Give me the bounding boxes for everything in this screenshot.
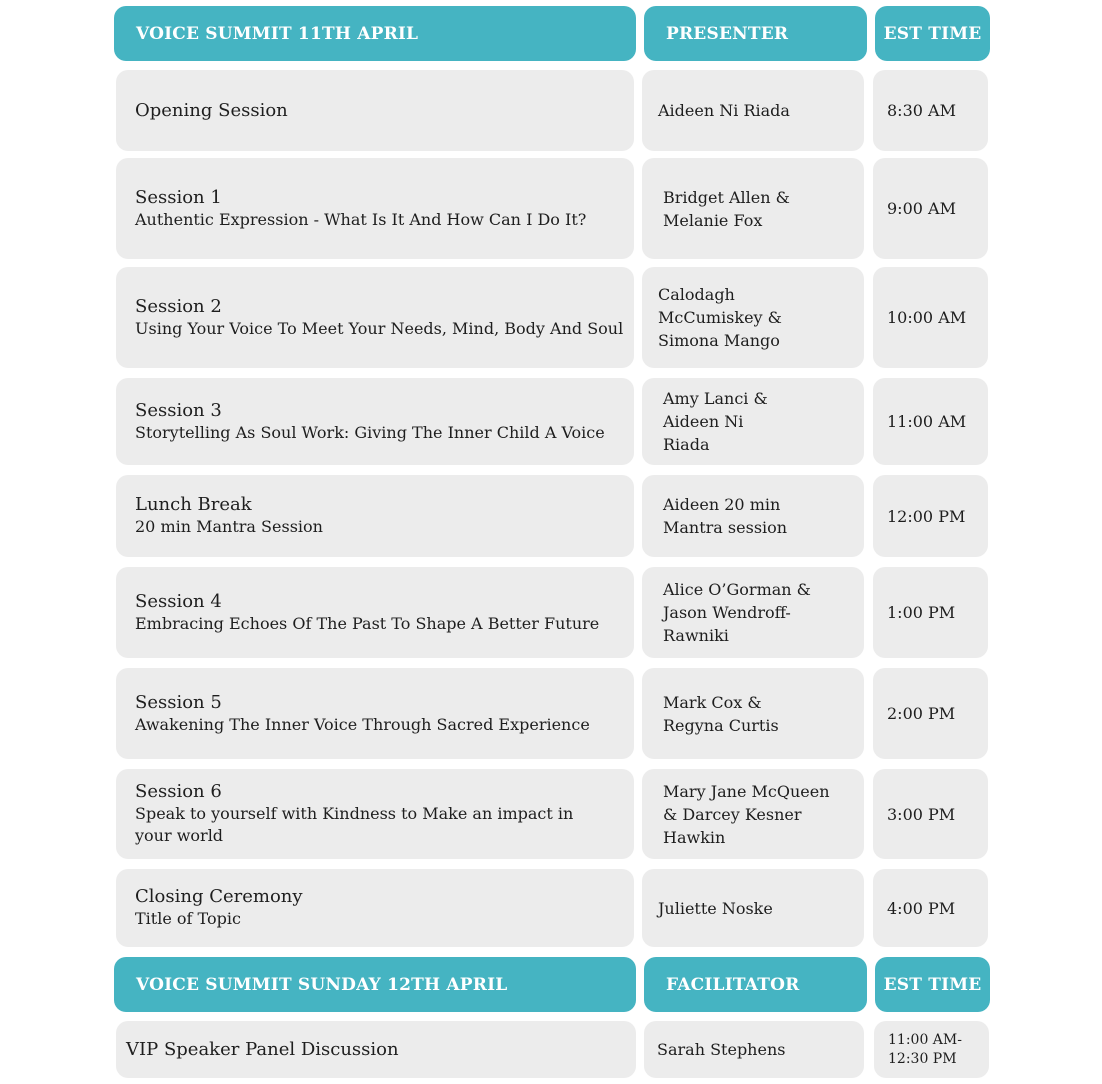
time-cell — [874, 1021, 989, 1078]
session-subtitle: Title of Topic — [135, 909, 241, 928]
presenter-name: Bridget Allen & Melanie Fox — [663, 187, 790, 230]
session-title-cell — [116, 267, 634, 368]
session-title: Session 5 — [135, 691, 222, 713]
presenter-cell — [642, 869, 864, 947]
presenter-cell — [642, 475, 864, 557]
presenter-cell — [642, 158, 864, 259]
time-cell — [873, 769, 988, 859]
section-2-facilitator-header: FACILITATOR — [644, 957, 867, 1012]
session-title: Session 4 — [135, 590, 222, 612]
session-time: 3:00 PM — [887, 804, 956, 824]
presenter-name: Aideen 20 min Mantra session — [663, 495, 788, 537]
presenter-cell — [642, 378, 864, 465]
session-subtitle: Speak to yourself with Kindness to Make an impact in your world — [135, 804, 574, 845]
session-time: 9:00 AM — [887, 199, 956, 218]
session-subtitle: Using Your Voice To Meet Your Needs, Mind, Body And Soul — [135, 318, 624, 338]
section-1-title-header: VOICE SUMMIT 11TH APRIL — [114, 6, 636, 61]
session-time: 2:00 PM — [887, 704, 956, 723]
session-title: Closing Ceremony — [135, 886, 303, 907]
session-time: 12:00 PM — [887, 506, 966, 526]
session-time: 11:00 AM — [887, 412, 967, 431]
session-title: Session 1 — [135, 186, 222, 208]
presenter-cell — [642, 70, 864, 151]
session-title-cell — [116, 567, 634, 658]
time-cell — [873, 70, 988, 151]
presenter-name: Amy Lanci & Aideen Ni Riada — [663, 389, 768, 454]
facilitator-cell — [644, 1021, 864, 1078]
session-title: Session 3 — [135, 399, 222, 421]
session-title-cell — [116, 70, 634, 151]
session-subtitle: 20 min Mantra Session — [135, 517, 323, 536]
time-cell — [873, 668, 988, 759]
session-subtitle: Awakening The Inner Voice Through Sacred Experience — [135, 714, 590, 734]
section-2-title-header: VOICE SUMMIT SUNDAY 12TH APRIL — [114, 957, 636, 1012]
session-subtitle: Embracing Echoes Of The Past To Shape A Better Future — [135, 613, 600, 633]
section-1-time-header: EST TIME — [875, 6, 990, 61]
session-subtitle: Authentic Expression - What Is It And How Can I Do It? — [135, 209, 587, 229]
presenter-name: Mary Jane McQueen & Darcey Kesner Hawkin — [663, 781, 830, 847]
presenter-name: Alice O’Gorman & Jason Wendroff- Rawniki — [663, 580, 811, 645]
session-title-cell — [116, 1021, 636, 1078]
presenter-name: Mark Cox & Regyna Curtis — [663, 692, 779, 735]
time-cell — [873, 567, 988, 658]
session-title-cell — [116, 869, 634, 947]
time-cell — [873, 267, 988, 368]
presenter-name: Juliette Noske — [658, 898, 773, 918]
session-title: Lunch Break — [135, 494, 252, 515]
time-cell — [873, 475, 988, 557]
section-2-time-header: EST TIME — [875, 957, 990, 1012]
presenter-cell — [642, 267, 864, 368]
presenter-cell — [642, 769, 864, 859]
facilitator-name: Sarah Stephens — [657, 1040, 786, 1059]
presenter-cell — [642, 567, 864, 658]
session-time: 1:00 PM — [887, 603, 956, 622]
session-title: Opening Session — [135, 99, 288, 121]
session-time: 8:30 AM — [887, 101, 956, 120]
session-title: Session 6 — [135, 781, 222, 802]
session-title: Session 2 — [135, 295, 222, 317]
presenter-name: Calodagh McCumiskey & Simona Mango — [658, 285, 782, 350]
session-title: VIP Speaker Panel Discussion — [126, 1038, 399, 1060]
session-subtitle: Storytelling As Soul Work: Giving The Inner Child A Voice — [135, 422, 605, 442]
session-title-cell — [116, 378, 634, 465]
section-1-presenter-header: PRESENTER — [644, 6, 867, 61]
time-cell — [873, 158, 988, 259]
time-cell — [873, 378, 988, 465]
session-time: 10:00 AM — [887, 308, 967, 327]
session-title-cell — [116, 475, 634, 557]
session-title-cell — [116, 158, 634, 259]
session-title-cell — [116, 769, 634, 859]
presenter-cell — [642, 668, 864, 759]
time-cell — [873, 869, 988, 947]
presenter-name: Aideen Ni Riada — [658, 101, 790, 120]
session-time: 11:00 AM- 12:30 PM — [888, 1031, 962, 1067]
session-title-cell — [116, 668, 634, 759]
session-time: 4:00 PM — [887, 898, 956, 918]
